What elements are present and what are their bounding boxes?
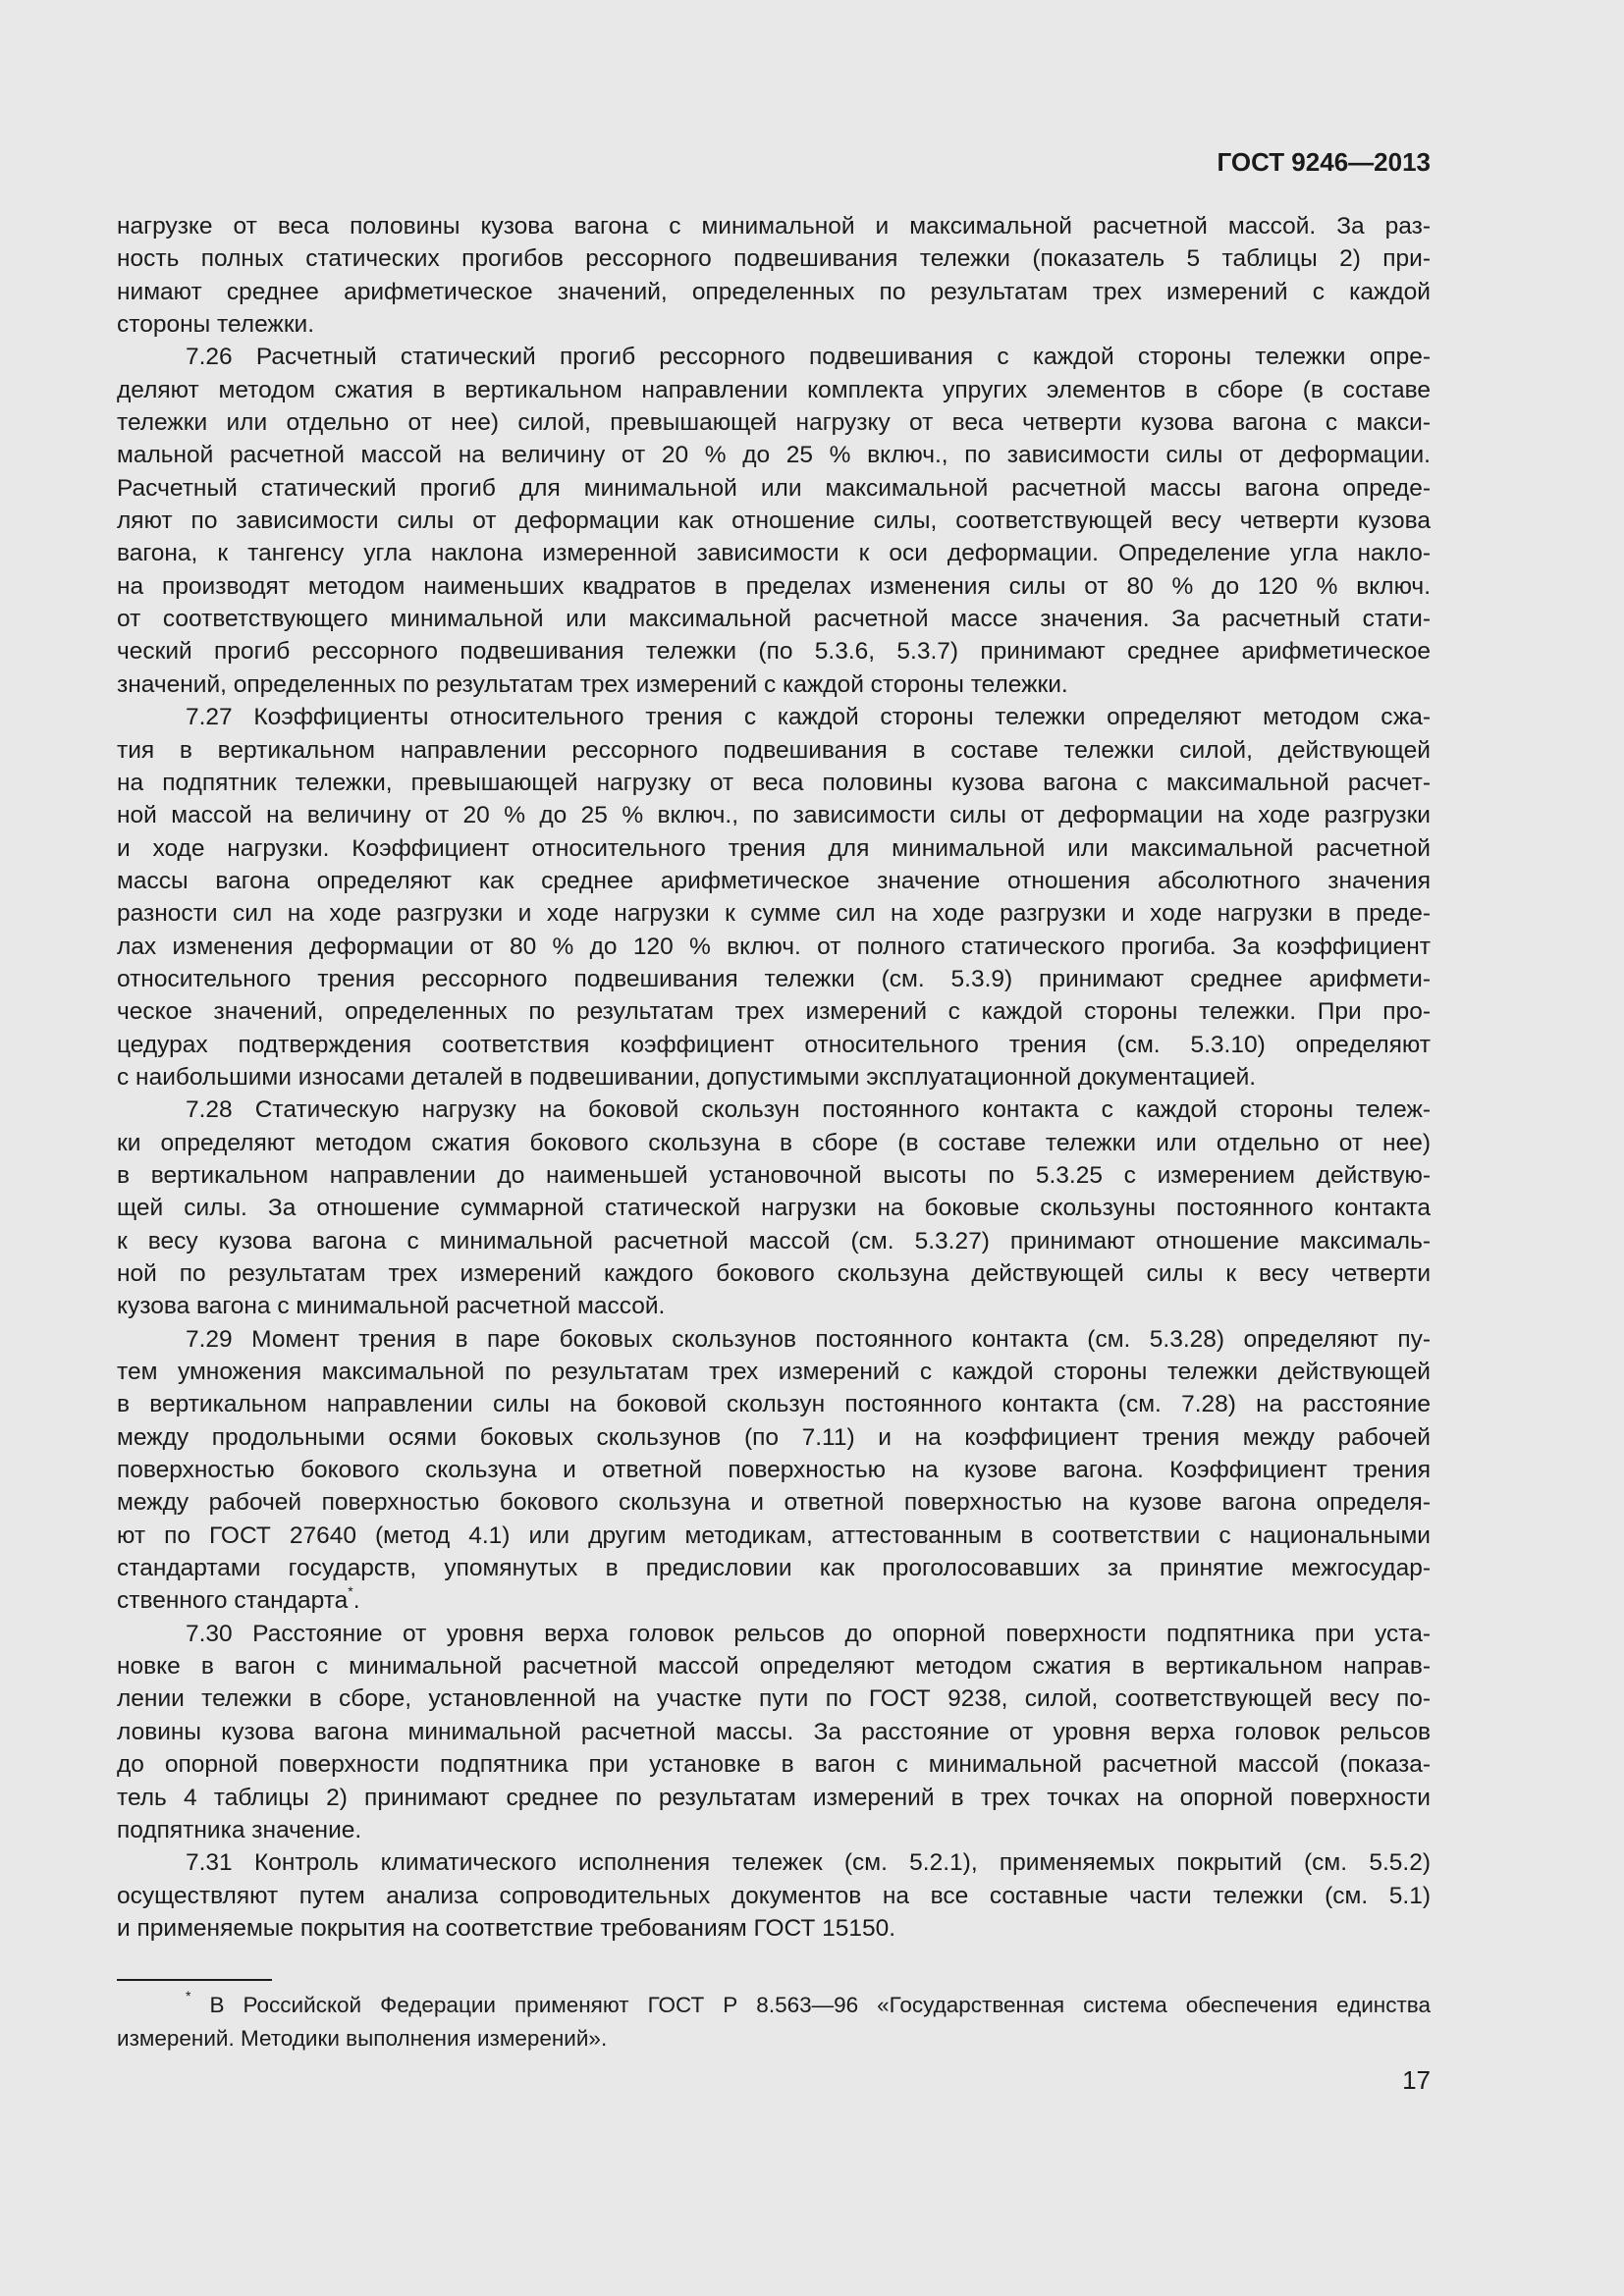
footnote-divider	[117, 1979, 272, 1981]
paragraph-line: в вертикальном направлении силы на боковой скользун постоянного контакта (см. 7.28) на расстояние	[117, 1391, 1431, 1418]
footnote-reference: *	[348, 1583, 353, 1600]
paragraph	[117, 1618, 1431, 1846]
paragraph-line: цедурах подтверждения соответствия коэффициент относительного трения (см. 5.3.10) определяют	[117, 1031, 1431, 1058]
paragraph	[117, 210, 1431, 341]
paragraph-line: 7.28 Статическую нагрузку на боковой скользун постоянного контакта с каждой стороны тележ-	[186, 1096, 1431, 1124]
paragraph-line: тель 4 таблицы 2) принимают среднее по результатам измерений в трех точках на опорной поверхности	[117, 1784, 1431, 1811]
paragraph-line: между продольными осями боковых скользунов (по 7.11) и на коэффициент трения между рабочей	[117, 1423, 1431, 1451]
paragraph-line: осуществляют путем анализа сопроводительных документов на все составные части тележки (см. 5.1)	[117, 1882, 1431, 1909]
paragraph-line: до опорной поверхности подпятника при установке в вагон с минимальной расчетной массой (показа-	[117, 1751, 1431, 1779]
paragraph-line: 7.27 Коэффициенты относительного трения с каждой стороны тележки определяют методом сжа-	[186, 704, 1431, 731]
paragraph-line: массы вагона определяют как среднее арифметическое значение отношения абсолютного значения	[117, 867, 1431, 894]
paragraph-line: Расчетный статический прогиб для минимальной или максимальной расчетной массы вагона опреде-	[117, 474, 1431, 502]
paragraph-line: нимают среднее арифметическое значений, определенных по результатам трех измерений с каждой	[117, 278, 1431, 305]
paragraph-line: вагона, к тангенсу угла наклона измеренной зависимости к оси деформации. Определение угла накло-	[117, 540, 1431, 567]
paragraph	[117, 341, 1431, 701]
paragraph-line	[117, 1584, 1431, 1617]
footnote-text: В Российской Федерации применяют ГОСТ Р 8.563—96 «Государственная система обеспечения единства	[209, 1993, 1431, 2017]
paragraph-line: щей силы. За отношение суммарной статической нагрузки на боковые скользуны постоянного контакта	[117, 1195, 1431, 1222]
paragraph-line: и применяемые покрытия на соответствие требованиям ГОСТ 15150.	[117, 1914, 896, 1942]
paragraph-line: стороны тележки.	[117, 311, 315, 339]
paragraph-line: ческий прогиб рессорного подвешивания тележки (по 5.3.6, 5.3.7) принимают среднее арифметическое	[117, 638, 1431, 666]
paragraph-line: и ходе нагрузки. Коэффициент относительного трения для минимальной или максимальной расчетной	[117, 834, 1431, 862]
paragraph-line: ки определяют методом сжатия бокового скользуна в сборе (в составе тележки или отдельно от нее)	[117, 1129, 1431, 1156]
paragraph-line: ют по ГОСТ 27640 (метод 4.1) или другим методикам, аттестованным в соответствии с национальными	[117, 1522, 1431, 1549]
paragraph-line: на подпятник тележки, превышающей нагрузку от веса половины кузова вагона с максимальной расчет-	[117, 769, 1431, 796]
footnote-mark: *	[186, 1988, 191, 2003]
footnote-line: измерений. Методики выполнения измерений».	[117, 2026, 608, 2051]
paragraph	[117, 1846, 1431, 1945]
paragraph-line: лении тележки в сборе, установленной на участке пути по ГОСТ 9238, силой, соответствующей весу по-	[117, 1685, 1431, 1713]
paragraph-line: к весу кузова вагона с минимальной расчетной массой (см. 5.3.27) принимают отношение максималь-	[117, 1227, 1431, 1255]
paragraph-line: между рабочей поверхностью бокового скользуна и ответной поверхностью на кузове вагона определя-	[117, 1489, 1431, 1517]
paragraph-line: ческое значений, определенных по результатам трех измерений с каждой стороны тележки. При про-	[117, 998, 1431, 1026]
paragraph	[117, 1323, 1431, 1618]
paragraph-line: 7.29 Момент трения в паре боковых скользунов постоянного контакта (см. 5.3.28) определяют пу-	[186, 1325, 1431, 1353]
paragraph-line: ляют по зависимости силы от деформации как отношение силы, соответствующей весу четверти кузова	[117, 507, 1431, 535]
paragraph-line: подпятника значение.	[117, 1816, 362, 1843]
line-text: ственного стандарта	[117, 1587, 349, 1615]
paragraph-line: ловины кузова вагона минимальной расчетной массы. За расстояние от уровня верха головок рельсов	[117, 1718, 1431, 1745]
paragraph-line: значений, определенных по результатам трех измерений с каждой стороны тележки.	[117, 670, 1068, 698]
paragraph-line: 7.26 Расчетный статический прогиб рессорного подвешивания с каждой стороны тележки опре-	[186, 344, 1431, 371]
paragraph-line: поверхностью бокового скользуна и ответной поверхностью на кузове вагона. Коэффициент трения	[117, 1457, 1431, 1484]
paragraph-line: мальной расчетной массой на величину от 20 % до 25 % включ., по зависимости силы от деформации.	[117, 442, 1431, 469]
paragraph-line: с наибольшими износами деталей в подвешивании, допустимыми эксплуатационной документацией.	[117, 1063, 1257, 1091]
paragraph-line: нагрузке от веса половины кузова вагона с минимальной и максимальной расчетной массой. За раз-	[117, 213, 1431, 240]
paragraph-line: разности сил на ходе разгрузки и ходе нагрузки к сумме сил на ходе разгрузки и ходе нагрузки в преде-	[117, 900, 1431, 928]
paragraph-line: тележки или отдельно от нее) силой, превышающей нагрузку от веса четверти кузова вагона с макси-	[117, 409, 1431, 437]
paragraph-line: новке в вагон с минимальной расчетной массой определяют методом сжатия в вертикальном направ-	[117, 1653, 1431, 1681]
footnote-line	[117, 1989, 1431, 2022]
paragraph-line: ность полных статических прогибов рессорного подвешивания тележки (показатель 5 таблицы 2) при-	[117, 245, 1431, 273]
paragraph-line: ной по результатам трех измерений каждого бокового скользуна действующей силы к весу четверти	[117, 1260, 1431, 1287]
paragraph-line: 7.30 Расстояние от уровня верха головок рельсов до опорной поверхности подпятника при уста-	[186, 1620, 1431, 1647]
paragraph-line: 7.31 Контроль климатического исполнения тележек (см. 5.2.1), применяемых покрытий (см. 5.5.2)	[186, 1849, 1431, 1877]
document-body	[117, 210, 1431, 1945]
paragraph-line: тия в вертикальном направлении рессорного подвешивания в составе тележки силой, действующей	[117, 736, 1431, 764]
footnote	[117, 1989, 1431, 2056]
document-header-id: ГОСТ 9246—2013	[1217, 147, 1431, 177]
line-text: .	[352, 1587, 360, 1615]
paragraph-line: от соответствующего минимальной или максимальной расчетной массе значения. За расчетный стати-	[117, 606, 1431, 633]
paragraph	[117, 1094, 1431, 1322]
paragraph-line: деляют методом сжатия в вертикальном направлении комплекта упругих элементов в сборе (в составе	[117, 376, 1431, 403]
paragraph-line: тем умножения максимальной по результатам трех измерений с каждой стороны тележки действующей	[117, 1359, 1431, 1386]
paragraph	[117, 701, 1431, 1094]
paragraph-line: кузова вагона с минимальной расчетной массой.	[117, 1293, 666, 1320]
paragraph-line: в вертикальном направлении до наименьшей установочной высоты по 5.3.25 с измерением действую-	[117, 1161, 1431, 1189]
paragraph-line: ной массой на величину от 20 % до 25 % включ., по зависимости силы от деформации на ходе разгрузки	[117, 802, 1431, 829]
page-number: 17	[1402, 2065, 1431, 2095]
paragraph-line: относительного трения рессорного подвешивания тележки (см. 5.3.9) принимают среднее арифмети-	[117, 965, 1431, 992]
paragraph-line: лах изменения деформации от 80 % до 120 % включ. от полного статического прогиба. За коэффициент	[117, 933, 1431, 960]
paragraph-line: на производят методом наименьших квадратов в пределах изменения силы от 80 % до 120 % включ.	[117, 572, 1431, 600]
paragraph-line: стандартами государств, упомянутых в предисловии как проголосовавших за принятие межгосудар-	[117, 1555, 1431, 1582]
